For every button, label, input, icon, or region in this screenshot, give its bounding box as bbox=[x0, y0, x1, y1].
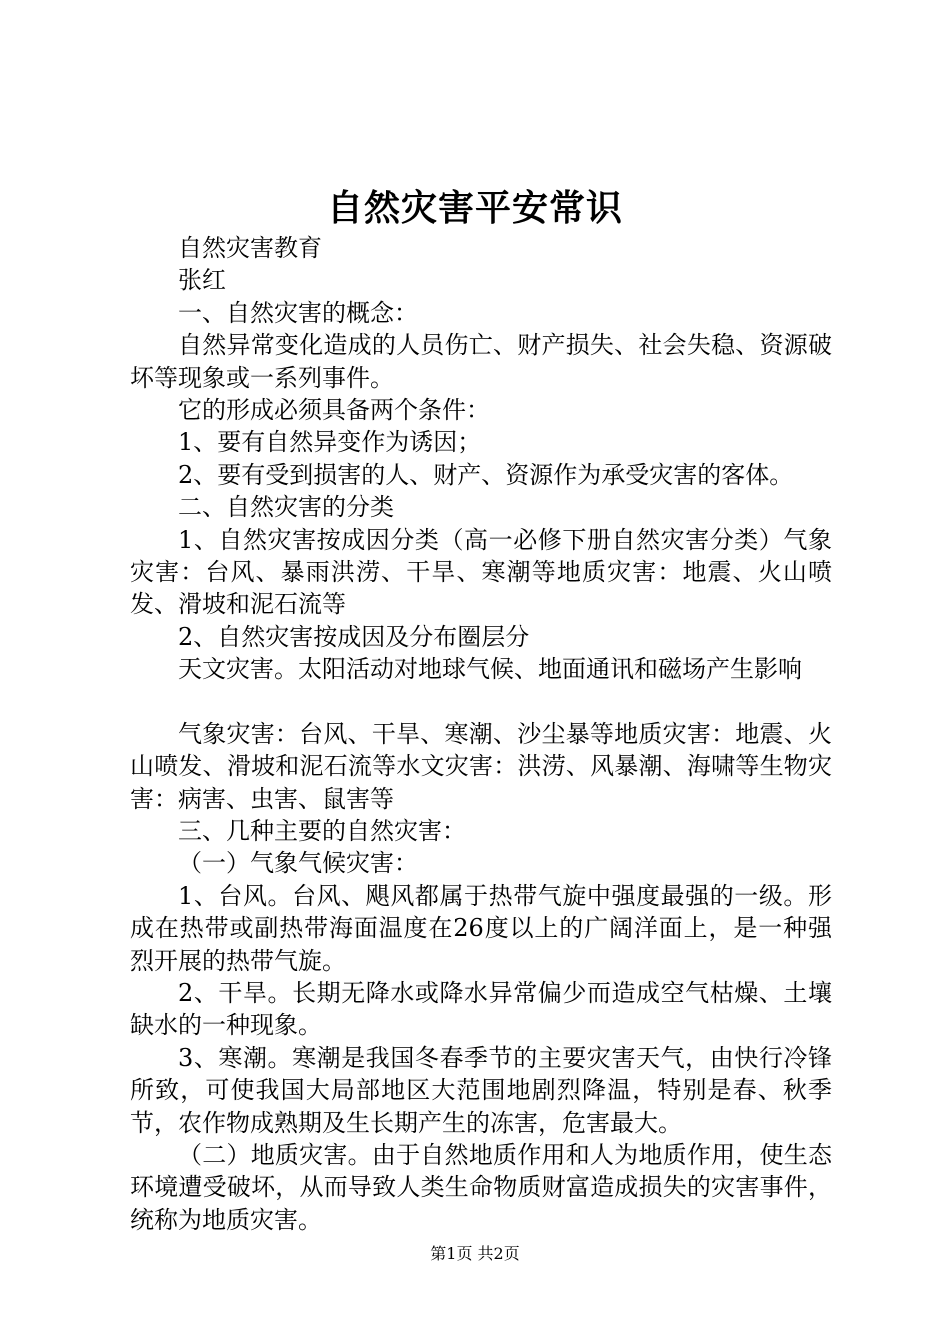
paragraph: 1、自然灾害按成因分类（高一必修下册自然灾害分类）气象灾害：台风、暴雨洪涝、干旱、寒潮等地质灾害：地震、火山喷发、滑坡和泥石流等 bbox=[130, 525, 832, 619]
section-heading-concept: 一、自然灾害的概念： bbox=[178, 298, 418, 327]
document-body bbox=[130, 232, 832, 1236]
paragraph: 3、寒潮。寒潮是我国冬春季节的主要灾害天气，由快行冷锋所致，可使我国大局部地区大范围地剧烈降温，特别是春、秋季节，农作物成熟期及生长期产生的冻害，危害最大。 bbox=[130, 1043, 832, 1137]
paragraph: 2、干旱。长期无降水或降水异常偏少而造成空气枯燥、土壤缺水的一种现象。 bbox=[130, 978, 832, 1040]
paragraph: （二）地质灾害。由于自然地质作用和人为地质作用，使生态环境遭受破坏，从而导致人类生命物质财富造成损失的灾害事件，统称为地质灾害。 bbox=[130, 1140, 832, 1234]
list-item: 2、要有受到损害的人、财产、资源作为承受灾害的客体。 bbox=[178, 460, 794, 489]
paragraph: 气象灾害：台风、干旱、寒潮、沙尘暴等地质灾害：地震、火山喷发、滑坡和泥石流等水文灾害：洪涝、风暴潮、海啸等生物灾害：病害、虫害、鼠害等 bbox=[130, 719, 832, 813]
paragraph: 2、自然灾害按成因及分布圈层分 bbox=[178, 622, 530, 651]
section-heading-major-disasters: 三、几种主要的自然灾害： bbox=[178, 816, 466, 845]
subsection-heading: （一）气象气候灾害： bbox=[178, 849, 418, 878]
paragraph: 1、台风。台风、飓风都属于热带气旋中强度最强的一级。形成在热带或副热带海面温度在26度以上的广阔洋面上，是一种强烈开展的热带气旋。 bbox=[130, 881, 832, 975]
blank-line bbox=[130, 686, 832, 718]
paragraph: 自然异常变化造成的人员伤亡、财产损失、社会失稳、资源破坏等现象或一系列事件。 bbox=[130, 331, 832, 392]
page-title: 自然灾害平安常识 bbox=[326, 187, 623, 229]
paragraph-author: 张红 bbox=[178, 266, 226, 295]
list-item: 1、要有自然异变作为诱因； bbox=[178, 428, 482, 457]
section-heading-classification: 二、自然灾害的分类 bbox=[178, 493, 394, 522]
page-number: 第1页 共2页 bbox=[430, 1244, 520, 1263]
paragraph-subject: 自然灾害教育 bbox=[178, 234, 322, 262]
paragraph: 它的形成必须具备两个条件： bbox=[178, 396, 490, 425]
paragraph: 天文灾害。太阳活动对地球气候、地面通讯和磁场产生影响 bbox=[178, 655, 802, 684]
